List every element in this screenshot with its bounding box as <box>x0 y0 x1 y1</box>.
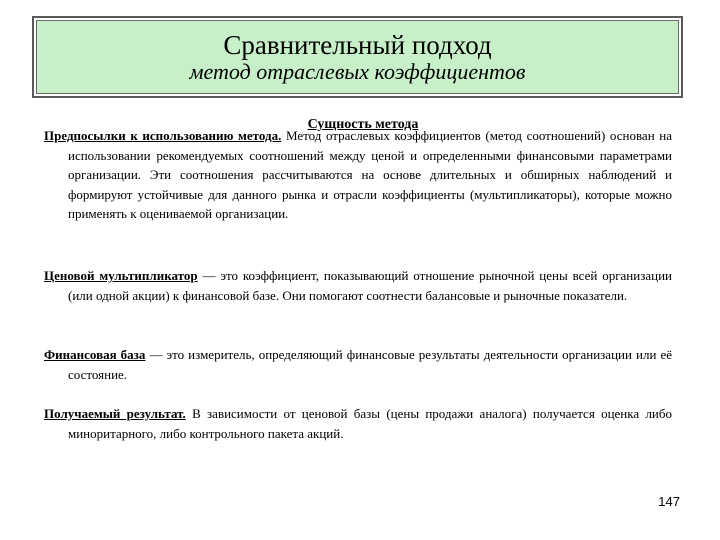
term-prerequisites: Предпосылки к использованию метода. <box>44 128 282 143</box>
paragraph-text: — это измеритель, определяющий финансовые результаты деятельности организации или её состояние. <box>68 347 672 382</box>
paragraph-text: Метод отраслевых коэффициентов (метод соотношений) основан на использовании рекомендуемых соотношений между ценой и определенными финансовыми параметрами организации. Эти соотношения рассчитываются на основе длительных и обширных наблюдений и формируют устойчивые для данного рынка и отрасли коэффициенты (мультипликаторы), которые можно применять к оцениваемой организации. <box>68 128 672 222</box>
term-result: Получаемый результат. <box>44 406 186 421</box>
slide-title: Сравнительный подход <box>223 30 492 60</box>
term-financial-base: Финансовая база <box>44 347 146 362</box>
paragraph-result <box>44 404 672 443</box>
paragraph-financial-base <box>44 345 672 384</box>
paragraph-text: В зависимости от ценовой базы (цены продажи аналога) получается оценка либо миноритарного, либо контрольного пакета акций. <box>68 406 672 441</box>
paragraph-text: — это коэффициент, показывающий отношение рыночной цены всей организации (или одной акции) к финансовой базе. Они помогают соотнести балансовые и рыночные показатели. <box>68 268 672 303</box>
slide-subtitle: метод отраслевых коэффициентов <box>189 59 526 84</box>
page-number: 147 <box>658 494 680 509</box>
section-heading: Сущность метода <box>307 117 419 132</box>
term-price-multiplier: Ценовой мультипликатор <box>44 268 198 283</box>
title-banner <box>32 16 683 98</box>
paragraph-price-multiplier <box>44 266 672 305</box>
paragraph-prerequisites <box>44 126 672 224</box>
